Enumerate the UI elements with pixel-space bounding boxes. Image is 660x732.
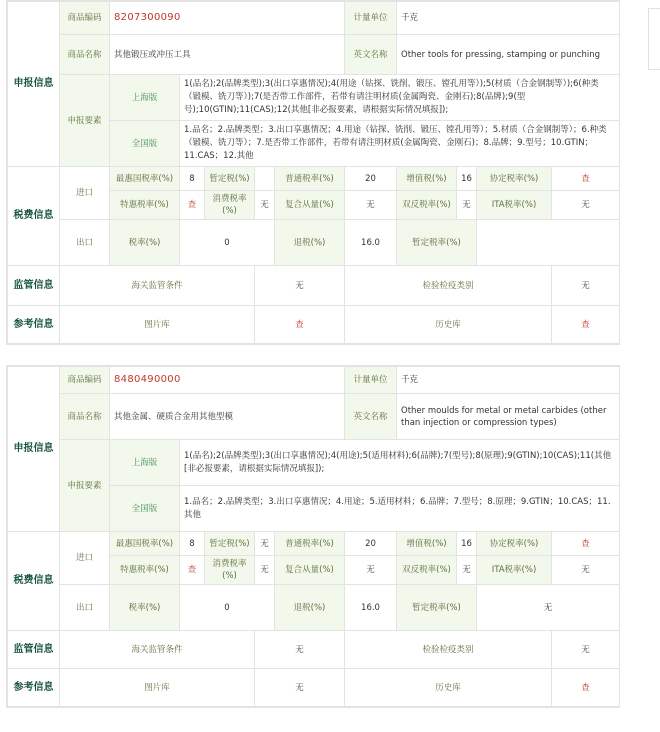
customs-conditions-label: 海关监管条件 bbox=[60, 266, 255, 306]
product-name-value: 其他锻压或冲压工具 bbox=[110, 35, 345, 75]
mfn-rate-value: 8 bbox=[180, 167, 205, 191]
provisional-label: 暂定税(%) bbox=[205, 167, 255, 191]
ita-rate-label: ITA税率(%) bbox=[477, 191, 552, 220]
import-label: 进口 bbox=[60, 167, 110, 220]
compound-label: 复合从量(%) bbox=[275, 191, 345, 220]
vat-rate-value: 16 bbox=[457, 167, 477, 191]
vat-rate-value: 16 bbox=[457, 532, 477, 556]
anti-dumping-value: 无 bbox=[457, 556, 477, 585]
national-elements-text: 1.品名；2.品牌类型；3.出口享惠情况；4.用途；5.适用材料；6.品牌；7.型号；8.原理；9.GTIN；10.CAS；11.其他 bbox=[180, 486, 620, 532]
section-tax-label: 税费信息 bbox=[8, 167, 60, 266]
section-supervise-label: 监管信息 bbox=[8, 631, 60, 669]
section-declare-label: 申报信息 bbox=[8, 2, 60, 167]
product-code-value[interactable]: 8480490000 bbox=[110, 367, 345, 394]
english-name-label: 英文名称 bbox=[345, 35, 397, 75]
special-rate-label: 特惠税率(%) bbox=[110, 556, 180, 585]
export-tax-rate-value: 0 bbox=[180, 585, 275, 631]
general-rate-value: 20 bbox=[345, 532, 397, 556]
section-tax-label: 税费信息 bbox=[8, 532, 60, 631]
anti-dumping-label: 双反税率(%) bbox=[397, 191, 457, 220]
special-rate-label: 特惠税率(%) bbox=[110, 191, 180, 220]
general-rate-label: 普通税率(%) bbox=[275, 532, 345, 556]
section-reference-label: 参考信息 bbox=[8, 306, 60, 344]
compound-value: 无 bbox=[345, 556, 397, 585]
export-tax-rate-label: 税率(%) bbox=[110, 220, 180, 266]
declare-elements-label: 申报要素 bbox=[60, 75, 110, 167]
ita-rate-value: 无 bbox=[552, 191, 620, 220]
agreement-rate-label: 协定税率(%) bbox=[477, 532, 552, 556]
product-name-value: 其他金属、硬质合金用其他型模 bbox=[110, 394, 345, 440]
rebate-label: 退税(%) bbox=[275, 585, 345, 631]
export-label: 出口 bbox=[60, 585, 110, 631]
inspection-category-label: 检验检疫类别 bbox=[345, 631, 552, 669]
product-code-label: 商品编码 bbox=[60, 2, 110, 35]
shanghai-elements-text: 1(品名);2(品牌类型);3(出口享惠情况);4(用途);5(适用材料);6(品牌);7(型号);8(原理);9(GTIN);10(CAS);11(其他[非必报要素，请根据实际情况填报]); bbox=[180, 440, 620, 486]
special-rate-link[interactable]: 查 bbox=[180, 191, 205, 220]
export-tax-rate-label: 税率(%) bbox=[110, 585, 180, 631]
unit-value: 千克 bbox=[397, 2, 620, 35]
consumption-rate-value: 无 bbox=[255, 191, 275, 220]
unit-label: 计量单位 bbox=[345, 367, 397, 394]
export-provisional-label: 暂定税率(%) bbox=[397, 585, 477, 631]
product-name-label: 商品名称 bbox=[60, 35, 110, 75]
tariff-record-2 bbox=[6, 365, 620, 708]
rebate-label: 退税(%) bbox=[275, 220, 345, 266]
product-name-label: 商品名称 bbox=[60, 394, 110, 440]
agreement-rate-link[interactable]: 查 bbox=[552, 532, 620, 556]
side-panel-edge bbox=[648, 8, 660, 70]
general-rate-label: 普通税率(%) bbox=[275, 167, 345, 191]
image-library-label: 图片库 bbox=[60, 669, 255, 707]
unit-label: 计量单位 bbox=[345, 2, 397, 35]
export-tax-rate-value: 0 bbox=[180, 220, 275, 266]
vat-rate-label: 增值税(%) bbox=[397, 167, 457, 191]
consumption-rate-label: 消费税率(%) bbox=[205, 556, 255, 585]
product-code-label: 商品编码 bbox=[60, 367, 110, 394]
national-version-label: 全国版 bbox=[110, 121, 180, 167]
mfn-rate-value: 8 bbox=[180, 532, 205, 556]
product-code-value[interactable]: 8207300090 bbox=[110, 2, 345, 35]
export-provisional-value bbox=[477, 220, 620, 266]
declare-elements-label: 申报要素 bbox=[60, 440, 110, 532]
history-library-link[interactable]: 查 bbox=[552, 306, 620, 344]
unit-value: 千克 bbox=[397, 367, 620, 394]
section-declare-label: 申报信息 bbox=[8, 367, 60, 532]
customs-conditions-value: 无 bbox=[255, 631, 345, 669]
section-supervise-label: 监管信息 bbox=[8, 266, 60, 306]
english-name-value: Other moulds for metal or metal carbides (other than injection or compression types) bbox=[397, 394, 620, 440]
import-label: 进口 bbox=[60, 532, 110, 585]
vat-rate-label: 增值税(%) bbox=[397, 532, 457, 556]
export-label: 出口 bbox=[60, 220, 110, 266]
national-version-label: 全国版 bbox=[110, 486, 180, 532]
provisional-label: 暂定税(%) bbox=[205, 532, 255, 556]
image-library-link[interactable]: 查 bbox=[255, 306, 345, 344]
agreement-rate-link[interactable]: 查 bbox=[552, 167, 620, 191]
agreement-rate-label: 协定税率(%) bbox=[477, 167, 552, 191]
export-provisional-value: 无 bbox=[477, 585, 620, 631]
rebate-value: 16.0 bbox=[345, 220, 397, 266]
anti-dumping-value: 无 bbox=[457, 191, 477, 220]
special-rate-link[interactable]: 查 bbox=[180, 556, 205, 585]
provisional-value: 无 bbox=[255, 532, 275, 556]
mfn-rate-label: 最惠国税率(%) bbox=[110, 167, 180, 191]
english-name-value: Other tools for pressing, stamping or punching bbox=[397, 35, 620, 75]
mfn-rate-label: 最惠国税率(%) bbox=[110, 532, 180, 556]
general-rate-value: 20 bbox=[345, 167, 397, 191]
shanghai-elements-text: 1(品名);2(品牌类型);3(出口享惠情况);4(用途（钻探、铣削、锻压、镗孔用等）);5(材质（合金钢制等）);6(种类（锻模、铣刀等）);7(是否带工作部件，若带有请注明材质(金属陶瓷、金刚石);8(品牌);9(型号);10(GTIN);11(CAS);12(其他[非必报要素，请根据实际情况填报]); bbox=[180, 75, 620, 121]
inspection-category-value: 无 bbox=[552, 631, 620, 669]
shanghai-version-label: 上海版 bbox=[110, 75, 180, 121]
history-library-label: 历史库 bbox=[345, 669, 552, 707]
anti-dumping-label: 双反税率(%) bbox=[397, 556, 457, 585]
tariff-record-1 bbox=[6, 0, 620, 345]
rebate-value: 16.0 bbox=[345, 585, 397, 631]
history-library-link[interactable]: 查 bbox=[552, 669, 620, 707]
section-reference-label: 参考信息 bbox=[8, 669, 60, 707]
ita-rate-value: 无 bbox=[552, 556, 620, 585]
consumption-rate-value: 无 bbox=[255, 556, 275, 585]
ita-rate-label: ITA税率(%) bbox=[477, 556, 552, 585]
customs-conditions-value: 无 bbox=[255, 266, 345, 306]
compound-label: 复合从量(%) bbox=[275, 556, 345, 585]
export-provisional-label: 暂定税率(%) bbox=[397, 220, 477, 266]
english-name-label: 英文名称 bbox=[345, 394, 397, 440]
image-library-label: 图片库 bbox=[60, 306, 255, 344]
inspection-category-value: 无 bbox=[552, 266, 620, 306]
provisional-value bbox=[255, 167, 275, 191]
compound-value: 无 bbox=[345, 191, 397, 220]
consumption-rate-label: 消费税率(%) bbox=[205, 191, 255, 220]
shanghai-version-label: 上海版 bbox=[110, 440, 180, 486]
image-library-value: 无 bbox=[255, 669, 345, 707]
customs-conditions-label: 海关监管条件 bbox=[60, 631, 255, 669]
inspection-category-label: 检验检疫类别 bbox=[345, 266, 552, 306]
national-elements-text: 1.品名；2.品牌类型；3.出口享惠情况；4.用途（钻探、铣削、锻压、镗孔用等）；5.材质（合金钢制等）；6.种类（锻模、铣刀等）；7.是否带工作部件，若带有请注明材质(金属陶瓷、金刚石)；8.品牌；9.型号；10.GTIN；11.CAS；12.其他 bbox=[180, 121, 620, 167]
history-library-label: 历史库 bbox=[345, 306, 552, 344]
